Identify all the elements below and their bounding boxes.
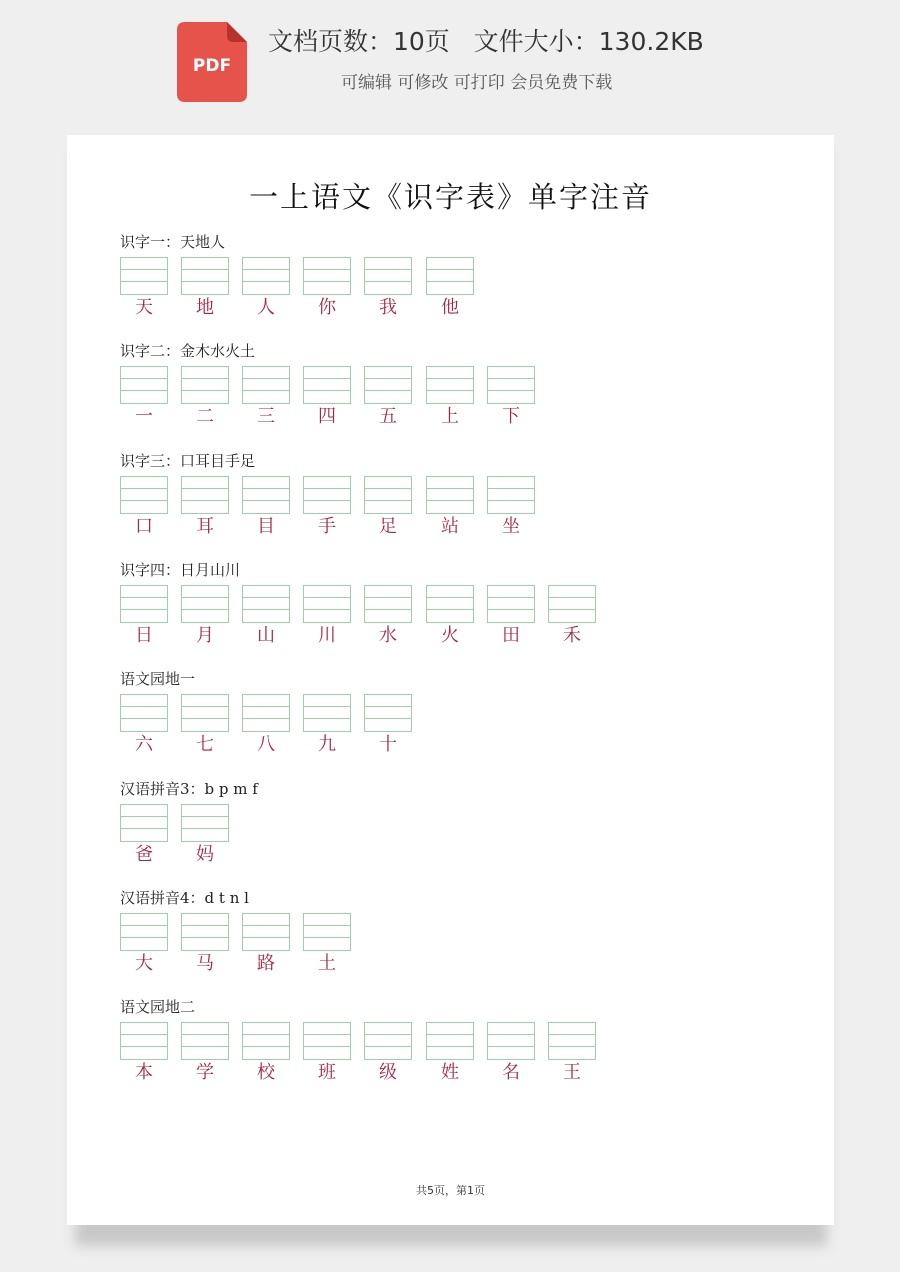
pinyin-writing-grid	[426, 366, 474, 404]
character-cell	[364, 694, 412, 758]
character: 大	[135, 953, 153, 974]
character: 八	[257, 734, 275, 755]
character: 马	[196, 953, 214, 974]
pdf-file-icon	[177, 22, 247, 102]
pinyin-writing-grid	[303, 257, 351, 295]
literacy-section	[120, 231, 459, 327]
character: 学	[196, 1062, 214, 1083]
pinyin-writing-grid	[242, 913, 290, 951]
character-grid-row	[120, 913, 336, 983]
character-cell	[181, 585, 229, 649]
character-grid-row	[120, 257, 459, 327]
pinyin-writing-grid	[120, 476, 168, 514]
character: 四	[318, 406, 336, 427]
pinyin-writing-grid	[426, 257, 474, 295]
character-cell	[426, 476, 474, 540]
character-cell	[120, 257, 168, 321]
pinyin-writing-grid	[548, 585, 596, 623]
character-cell	[426, 585, 474, 649]
file-meta: 文档页数：10页 文件大小：130.2KB	[268, 27, 704, 56]
character-grid-row	[120, 1022, 581, 1092]
character-cell	[303, 257, 351, 321]
literacy-section	[120, 340, 520, 436]
character: 班	[318, 1062, 336, 1083]
character: 足	[379, 516, 397, 537]
pinyin-writing-grid	[120, 257, 168, 295]
character: 火	[441, 625, 459, 646]
pinyin-writing-grid	[120, 366, 168, 404]
character: 目	[257, 516, 275, 537]
pinyin-writing-grid	[548, 1022, 596, 1060]
literacy-section	[120, 996, 581, 1092]
character: 日	[135, 625, 153, 646]
character-cell	[548, 585, 596, 649]
character: 王	[563, 1062, 581, 1083]
pinyin-writing-grid	[242, 476, 290, 514]
character-cell	[303, 585, 351, 649]
character-grid-row	[120, 366, 520, 436]
character: 山	[257, 625, 275, 646]
pinyin-writing-grid	[303, 1022, 351, 1060]
character-cell	[487, 366, 535, 430]
character: 姓	[441, 1062, 459, 1083]
character-cell	[242, 1022, 290, 1086]
character-cell	[181, 913, 229, 977]
pinyin-writing-grid	[181, 804, 229, 842]
character-cell	[120, 366, 168, 430]
character: 爸	[135, 844, 153, 865]
file-info-header	[0, 0, 900, 120]
character-cell	[487, 476, 535, 540]
character: 路	[257, 953, 275, 974]
character: 地	[196, 297, 214, 318]
feature-list: 可编辑 可修改 可打印 会员免费下载	[341, 73, 613, 93]
character: 天	[135, 297, 153, 318]
pinyin-writing-grid	[364, 257, 412, 295]
pinyin-writing-grid	[487, 366, 535, 404]
pinyin-writing-grid	[364, 585, 412, 623]
character: 校	[257, 1062, 275, 1083]
literacy-section	[120, 668, 397, 764]
character-cell	[364, 476, 412, 540]
pinyin-writing-grid	[181, 913, 229, 951]
character-cell	[426, 257, 474, 321]
pinyin-writing-grid	[303, 585, 351, 623]
pinyin-writing-grid	[364, 476, 412, 514]
section-title: 识字三：口耳目手足	[120, 452, 256, 470]
document-title: 一上语文《识字表》单字注音	[248, 180, 652, 214]
character-cell	[242, 913, 290, 977]
character-cell	[303, 366, 351, 430]
character-cell	[242, 476, 290, 540]
character-cell	[426, 1022, 474, 1086]
character-grid-row	[120, 585, 581, 655]
character: 级	[379, 1062, 397, 1083]
pinyin-writing-grid	[364, 1022, 412, 1060]
character-cell	[303, 913, 351, 977]
character-cell	[487, 1022, 535, 1086]
character-cell	[242, 694, 290, 758]
character: 下	[502, 406, 520, 427]
pinyin-writing-grid	[364, 366, 412, 404]
pinyin-writing-grid	[487, 1022, 535, 1060]
character: 九	[318, 734, 336, 755]
pinyin-writing-grid	[181, 476, 229, 514]
character-cell	[120, 694, 168, 758]
character: 人	[257, 297, 275, 318]
pdf-icon-label: PDF	[192, 56, 232, 76]
pinyin-writing-grid	[120, 913, 168, 951]
pinyin-writing-grid	[487, 585, 535, 623]
character-cell	[181, 366, 229, 430]
section-title: 识字四：日月山川	[120, 561, 241, 579]
character-cell	[181, 476, 229, 540]
pinyin-writing-grid	[487, 476, 535, 514]
character: 名	[502, 1062, 520, 1083]
character-cell	[120, 476, 168, 540]
character: 川	[318, 625, 336, 646]
character-cell	[242, 366, 290, 430]
character-cell	[364, 585, 412, 649]
character: 十	[379, 734, 397, 755]
pinyin-writing-grid	[120, 804, 168, 842]
page-footer: 共5页，第1页	[416, 1184, 485, 1197]
character-cell	[120, 804, 168, 868]
character: 妈	[196, 844, 214, 865]
character: 土	[318, 953, 336, 974]
character-cell	[364, 366, 412, 430]
pinyin-writing-grid	[242, 1022, 290, 1060]
character-cell	[181, 804, 229, 868]
character-cell	[548, 1022, 596, 1086]
character: 你	[318, 297, 336, 318]
pinyin-writing-grid	[181, 257, 229, 295]
literacy-section	[120, 887, 336, 983]
literacy-section	[120, 778, 258, 874]
pinyin-writing-grid	[181, 1022, 229, 1060]
character-cell	[181, 1022, 229, 1086]
pinyin-writing-grid	[303, 366, 351, 404]
character: 他	[441, 297, 459, 318]
section-title: 语文园地一	[120, 670, 196, 688]
pinyin-writing-grid	[303, 694, 351, 732]
character: 站	[441, 516, 459, 537]
pinyin-writing-grid	[120, 694, 168, 732]
character-cell	[487, 585, 535, 649]
character: 口	[135, 516, 153, 537]
character: 手	[318, 516, 336, 537]
character-cell	[303, 694, 351, 758]
pinyin-writing-grid	[181, 694, 229, 732]
literacy-section	[120, 559, 581, 655]
pinyin-writing-grid	[242, 257, 290, 295]
character-cell	[181, 257, 229, 321]
character-cell	[364, 257, 412, 321]
character-cell	[181, 694, 229, 758]
pinyin-writing-grid	[242, 366, 290, 404]
section-title: 汉语拼音4：d t n l	[120, 889, 249, 907]
character: 禾	[563, 625, 581, 646]
literacy-section	[120, 450, 520, 546]
character: 三	[257, 406, 275, 427]
character-cell	[426, 366, 474, 430]
character-cell	[120, 913, 168, 977]
character-cell	[303, 476, 351, 540]
pinyin-writing-grid	[303, 476, 351, 514]
character-cell	[242, 257, 290, 321]
character: 月	[196, 625, 214, 646]
character: 水	[379, 625, 397, 646]
pinyin-writing-grid	[120, 1022, 168, 1060]
pinyin-writing-grid	[181, 366, 229, 404]
character: 本	[135, 1062, 153, 1083]
section-title: 汉语拼音3：b p m f	[120, 780, 258, 798]
section-title: 识字二：金木水火土	[120, 342, 256, 360]
pinyin-writing-grid	[426, 1022, 474, 1060]
pinyin-writing-grid	[242, 694, 290, 732]
character-cell	[242, 585, 290, 649]
character: 耳	[196, 516, 214, 537]
character-grid-row	[120, 694, 397, 764]
pinyin-writing-grid	[120, 585, 168, 623]
pinyin-writing-grid	[181, 585, 229, 623]
character: 六	[135, 734, 153, 755]
section-title: 识字一：天地人	[120, 233, 226, 251]
pinyin-writing-grid	[242, 585, 290, 623]
character-cell	[364, 1022, 412, 1086]
character: 一	[135, 406, 153, 427]
character-cell	[120, 1022, 168, 1086]
pinyin-writing-grid	[426, 476, 474, 514]
document-page	[67, 135, 834, 1225]
section-title: 语文园地二	[120, 998, 196, 1016]
character: 上	[441, 406, 459, 427]
character-cell	[120, 585, 168, 649]
character-grid-row	[120, 476, 520, 546]
character: 五	[379, 406, 397, 427]
character: 田	[502, 625, 520, 646]
pinyin-writing-grid	[303, 913, 351, 951]
character: 我	[379, 297, 397, 318]
character: 坐	[502, 516, 520, 537]
pinyin-writing-grid	[364, 694, 412, 732]
pinyin-writing-grid	[426, 585, 474, 623]
character-grid-row	[120, 804, 258, 874]
character: 七	[196, 734, 214, 755]
character-cell	[303, 1022, 351, 1086]
character: 二	[196, 406, 214, 427]
